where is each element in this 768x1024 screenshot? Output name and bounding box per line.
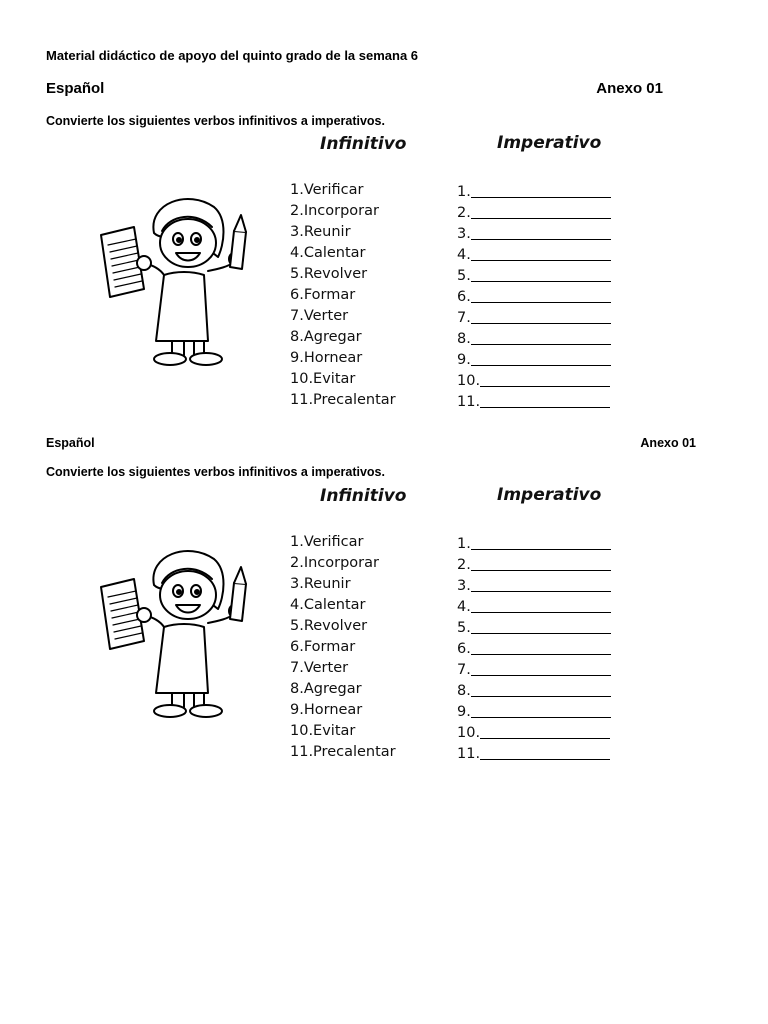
answer-line[interactable] bbox=[457, 264, 611, 285]
column-header-imperative: Imperativo bbox=[497, 485, 602, 505]
list-item: 11.Precalentar bbox=[290, 744, 396, 760]
column-header-infinitive: Infinitivo bbox=[320, 486, 407, 506]
answer-line[interactable] bbox=[457, 180, 611, 201]
child-holding-paper-and-pencil-icon bbox=[96, 193, 256, 368]
annex-label: Anexo 01 bbox=[596, 80, 663, 97]
answer-blank[interactable] bbox=[471, 570, 611, 571]
column-header-imperative: Imperativo bbox=[497, 133, 602, 153]
answer-number: 1. bbox=[457, 536, 471, 552]
list-item: 2.Incorporar bbox=[290, 555, 379, 571]
answer-line[interactable] bbox=[457, 721, 611, 742]
annex-label: Anexo 01 bbox=[640, 436, 696, 450]
infinitive-verb-list bbox=[290, 532, 396, 763]
answer-line[interactable] bbox=[457, 243, 611, 264]
imperative-answer-list bbox=[457, 532, 611, 763]
answer-number: 11. bbox=[457, 394, 481, 410]
answer-number: 3. bbox=[457, 226, 471, 242]
answer-line[interactable] bbox=[457, 637, 611, 658]
answer-blank[interactable] bbox=[471, 612, 611, 613]
answer-blank[interactable] bbox=[471, 302, 611, 303]
answer-blank[interactable] bbox=[471, 218, 611, 219]
answer-blank[interactable] bbox=[471, 365, 611, 366]
answer-blank[interactable] bbox=[480, 386, 610, 387]
answer-number: 7. bbox=[457, 310, 471, 326]
answer-number: 2. bbox=[457, 205, 471, 221]
answer-number: 5. bbox=[457, 268, 471, 284]
answer-number: 6. bbox=[457, 641, 471, 657]
list-item: 3.Reunir bbox=[290, 576, 351, 592]
list-item: 6.Formar bbox=[290, 287, 356, 303]
list-item: 5.Revolver bbox=[290, 618, 368, 634]
answer-blank[interactable] bbox=[471, 549, 611, 550]
list-item: 7.Verter bbox=[290, 660, 349, 676]
answer-blank[interactable] bbox=[471, 654, 611, 655]
answer-number: 5. bbox=[457, 620, 471, 636]
child-holding-paper-and-pencil-icon bbox=[96, 545, 256, 720]
answer-number: 2. bbox=[457, 557, 471, 573]
answer-blank[interactable] bbox=[471, 239, 611, 240]
instruction-text: Convierte los siguientes verbos infinitivos a imperativos. bbox=[46, 465, 385, 479]
answer-blank[interactable] bbox=[480, 759, 610, 760]
answer-number: 4. bbox=[457, 599, 471, 615]
answer-line[interactable] bbox=[457, 348, 611, 369]
document-header-title: Material didáctico de apoyo del quinto grado de la semana 6 bbox=[46, 48, 419, 63]
list-item: 3.Reunir bbox=[290, 224, 351, 240]
answer-number: 11. bbox=[457, 746, 481, 762]
answer-line[interactable] bbox=[457, 679, 611, 700]
list-item: 8.Agregar bbox=[290, 681, 362, 697]
list-item: 1.Verificar bbox=[290, 182, 364, 198]
answer-blank[interactable] bbox=[471, 675, 611, 676]
answer-number: 3. bbox=[457, 578, 471, 594]
answer-number: 9. bbox=[457, 352, 471, 368]
answer-line[interactable] bbox=[457, 201, 611, 222]
infinitive-verb-list bbox=[290, 180, 396, 411]
answer-number: 1. bbox=[457, 184, 471, 200]
answer-blank[interactable] bbox=[471, 260, 611, 261]
answer-line[interactable] bbox=[457, 327, 611, 348]
answer-line[interactable] bbox=[457, 390, 611, 411]
answer-line[interactable] bbox=[457, 742, 611, 763]
answer-number: 8. bbox=[457, 683, 471, 699]
answer-number: 8. bbox=[457, 331, 471, 347]
answer-blank[interactable] bbox=[471, 197, 611, 198]
answer-blank[interactable] bbox=[471, 281, 611, 282]
answer-line[interactable] bbox=[457, 285, 611, 306]
list-item: 4.Calentar bbox=[290, 245, 366, 261]
imperative-answer-list bbox=[457, 180, 611, 411]
answer-line[interactable] bbox=[457, 595, 611, 616]
answer-line[interactable] bbox=[457, 553, 611, 574]
answer-line[interactable] bbox=[457, 222, 611, 243]
list-item: 11.Precalentar bbox=[290, 392, 396, 408]
list-item: 9.Hornear bbox=[290, 702, 363, 718]
answer-blank[interactable] bbox=[471, 696, 611, 697]
list-item: 10.Evitar bbox=[290, 371, 356, 387]
answer-blank[interactable] bbox=[471, 717, 611, 718]
answer-line[interactable] bbox=[457, 700, 611, 721]
answer-line[interactable] bbox=[457, 574, 611, 595]
column-header-infinitive: Infinitivo bbox=[320, 134, 407, 154]
answer-blank[interactable] bbox=[471, 591, 611, 592]
answer-line[interactable] bbox=[457, 369, 611, 390]
list-item: 6.Formar bbox=[290, 639, 356, 655]
subject-title: Español bbox=[46, 80, 105, 97]
answer-number: 9. bbox=[457, 704, 471, 720]
subject-title: Español bbox=[46, 436, 95, 450]
answer-line[interactable] bbox=[457, 616, 611, 637]
answer-blank[interactable] bbox=[480, 738, 610, 739]
answer-line[interactable] bbox=[457, 532, 611, 553]
answer-number: 10. bbox=[457, 725, 481, 741]
answer-blank[interactable] bbox=[471, 344, 611, 345]
list-item: 1.Verificar bbox=[290, 534, 364, 550]
answer-number: 10. bbox=[457, 373, 481, 389]
list-item: 2.Incorporar bbox=[290, 203, 379, 219]
answer-number: 4. bbox=[457, 247, 471, 263]
answer-number: 6. bbox=[457, 289, 471, 305]
answer-blank[interactable] bbox=[471, 633, 611, 634]
list-item: 8.Agregar bbox=[290, 329, 362, 345]
answer-number: 7. bbox=[457, 662, 471, 678]
answer-blank[interactable] bbox=[471, 323, 611, 324]
list-item: 10.Evitar bbox=[290, 723, 356, 739]
answer-blank[interactable] bbox=[480, 407, 610, 408]
list-item: 4.Calentar bbox=[290, 597, 366, 613]
instruction-text: Convierte los siguientes verbos infinitivos a imperativos. bbox=[46, 114, 385, 128]
list-item: 9.Hornear bbox=[290, 350, 363, 366]
answer-line[interactable] bbox=[457, 658, 611, 679]
list-item: 7.Verter bbox=[290, 308, 349, 324]
answer-line[interactable] bbox=[457, 306, 611, 327]
list-item: 5.Revolver bbox=[290, 266, 368, 282]
